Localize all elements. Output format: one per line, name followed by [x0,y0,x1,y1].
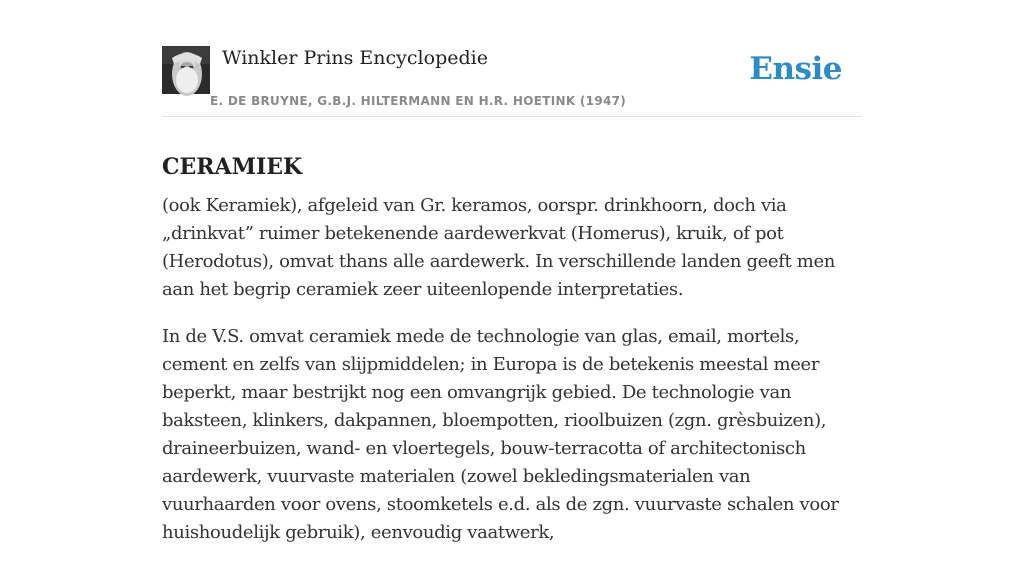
book-title[interactable]: Winkler Prins Encyclopedie [222,47,488,69]
ensie-logo-link[interactable]: Ensie [749,51,842,87]
page [162,0,862,543]
author-avatar[interactable] [162,46,210,94]
authors: E. DE BRUYNE, G.B.J. HILTERMANN EN H.R. HOETINK (1947) [210,94,627,108]
page-title: CERAMIEK [162,153,303,180]
author-portrait-icon [162,46,210,94]
header [162,46,862,117]
paragraph: (ook Keramiek), afgeleid van Gr. keramos, oorspr. drinkhoorn, doch via „drinkvat” ruimer betekenende aardewerkvat (Homerus), kruik, of pot (Herodotus), omvat thans alle aardewerk. In verschillende landen geeft men aan het begrip ceramiek zeer uiteenlopende interpretaties. [162,195,836,300]
article-body [162,192,862,566]
paragraph: In de V.S. omvat ceramiek mede de technologie van glas, email, mortels, cement en zelfs van slijpmiddelen; in Europa is de betekenis meestal meer beperkt, maar bestrijkt nog een omvangrijk gebied. De technologie van baksteen, klinkers, dakpannen, bloempotten, rioolbuizen (zgn. grèsbuizen), draineerbuizen, wand- en vloertegels, bouw-terracotta of architectonisch aardewerk, vuurvaste materialen (zowel bekledingsmaterialen van vuurhaarden voor ovens, stoomketels e.d. als de zgn. vuurvaste schalen voor huishoudelijk gebruik), eenvoudig vaatwerk, [162,326,839,543]
